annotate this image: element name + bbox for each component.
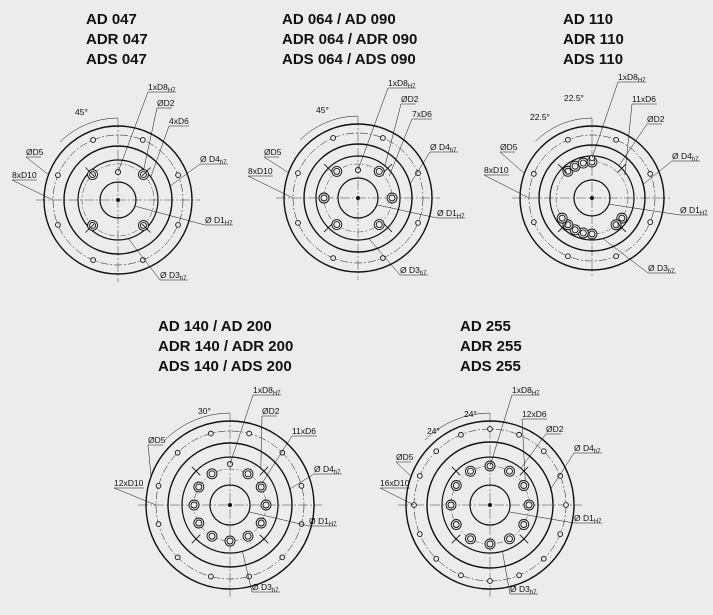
threaded-hole-outer xyxy=(446,500,456,510)
outer-bolt-hole xyxy=(280,555,285,560)
label-pin: $1xD8_{H7}$ xyxy=(388,78,416,90)
outer-bolt-hole xyxy=(140,138,145,143)
outer-bolt-hole xyxy=(434,556,439,561)
outer-bolt-hole xyxy=(541,556,546,561)
outer-bolt-hole xyxy=(459,432,464,437)
title-line: ADS 064 / ADS 090 xyxy=(282,51,416,68)
outer-bolt-hole xyxy=(417,474,422,479)
threaded-hole-outer xyxy=(611,220,621,230)
label-d5: ØD5 xyxy=(148,435,166,445)
outer-bolt-hole xyxy=(517,573,522,578)
outer-bolt-hole xyxy=(91,258,96,263)
threaded-hole-outer xyxy=(374,220,384,230)
center-point xyxy=(116,198,120,202)
title-line: ADS 140 / ADS 200 xyxy=(158,358,292,375)
label-threads: 7xD6 xyxy=(412,109,432,119)
threaded-hole-outer xyxy=(189,500,199,510)
label-d2: ØD2 xyxy=(262,406,280,416)
leader-line xyxy=(263,436,292,482)
threaded-hole-outer xyxy=(519,520,529,530)
label-d3: Ø $D3_{h7}$ xyxy=(160,270,187,282)
threaded-hole-outer xyxy=(207,531,217,541)
label-d2: ØD2 xyxy=(546,424,564,434)
outer-bolt-hole xyxy=(531,220,536,225)
title-line: AD 047 xyxy=(86,11,137,28)
flange-1-drawing xyxy=(12,82,233,282)
leader-line xyxy=(380,488,414,505)
center-point xyxy=(228,503,232,507)
title-line: ADS 110 xyxy=(563,51,624,68)
threaded-hole-outer xyxy=(256,482,266,492)
outer-bolt-hole xyxy=(417,532,422,537)
outer-bolt-hole xyxy=(488,579,493,584)
label-threads: 11xD6 xyxy=(632,94,656,104)
leader-line xyxy=(643,161,672,184)
title-line: AD 110 xyxy=(563,11,614,28)
outer-bolt-hole xyxy=(416,220,421,225)
leader-line xyxy=(261,416,262,468)
leader-line xyxy=(230,395,253,464)
threaded-hole-outer xyxy=(225,536,235,546)
label-d4: Ø $D4_{h7}$ xyxy=(200,154,227,166)
outer-bolt-hole xyxy=(614,254,619,259)
outer-bolt-hole xyxy=(380,136,385,141)
threaded-hole-outer xyxy=(466,466,476,476)
angle-dimension-arc xyxy=(300,116,358,140)
threaded-hole-outer xyxy=(387,193,397,203)
leader-line xyxy=(490,395,512,466)
angle-label-2: 22.5° xyxy=(564,93,584,103)
outer-bolt-hole xyxy=(296,171,301,176)
angle-label-2: 24° xyxy=(464,409,477,419)
outer-bolt-hole xyxy=(565,254,570,259)
title-line: ADS 047 xyxy=(86,51,147,68)
label-d5: ØD5 xyxy=(264,147,282,157)
leader-line xyxy=(148,445,151,476)
leader-line xyxy=(619,124,647,166)
outer-bolt-hole xyxy=(56,222,61,227)
threaded-hole-outer xyxy=(485,539,495,549)
label-pin: $1xD8_{H7}$ xyxy=(618,72,646,84)
label-d4: Ø $D4_{h7}$ xyxy=(672,151,699,163)
threaded-hole-outer xyxy=(332,166,342,176)
label-d1: Ø $D1_{H7}$ xyxy=(574,513,602,525)
threaded-hole-outer xyxy=(194,518,204,528)
title-line: AD 255 xyxy=(460,318,511,335)
outer-bolt-hole xyxy=(331,256,336,261)
angle-dimension-arc xyxy=(165,413,230,440)
outer-bolt-hole xyxy=(175,555,180,560)
threaded-hole-outer xyxy=(319,193,329,203)
label-d1: Ø $D1_{H7}$ xyxy=(437,208,465,220)
threaded-hole-outer xyxy=(243,531,253,541)
outer-bolt-hole xyxy=(648,171,653,176)
outer-bolt-hole xyxy=(459,573,464,578)
label-d5: ØD5 xyxy=(396,452,414,462)
outer-bolt-hole xyxy=(564,503,569,508)
outer-bolt-hole xyxy=(56,173,61,178)
label-outer: 8xD10 xyxy=(12,170,37,180)
threaded-hole-outer xyxy=(505,466,515,476)
outer-bolt-hole xyxy=(517,432,522,437)
label-outer: 16xD10 xyxy=(380,478,410,488)
title-line: AD 064 / AD 090 xyxy=(282,11,396,28)
outer-bolt-hole xyxy=(176,173,181,178)
angle-label: 30° xyxy=(198,406,211,416)
outer-bolt-hole xyxy=(558,532,563,537)
outer-bolt-hole xyxy=(247,574,252,579)
leader-line xyxy=(389,119,412,176)
label-d1: Ø $D1_{H7}$ xyxy=(309,516,337,528)
title-line: ADR 255 xyxy=(460,338,522,355)
threaded-hole-outer xyxy=(243,469,253,479)
label-pin: $1xD8_{H7}$ xyxy=(148,82,176,94)
label-outer: 8xD10 xyxy=(484,165,509,175)
label-threads: 12xD6 xyxy=(522,409,547,419)
label-pin: $1xD8_{H7}$ xyxy=(512,385,540,397)
threaded-hole-outer xyxy=(194,482,204,492)
angle-label: 22.5° xyxy=(530,112,550,122)
outer-bolt-hole xyxy=(488,427,493,432)
leader-line xyxy=(625,104,632,175)
threaded-hole-outer xyxy=(374,166,384,176)
label-d1: Ø $D1_{H7}$ xyxy=(205,215,233,227)
threaded-hole-outer xyxy=(557,213,567,223)
outer-bolt-hole xyxy=(541,449,546,454)
leader-line xyxy=(369,239,400,275)
label-d4: Ø $D4_{h7}$ xyxy=(574,443,601,455)
threaded-hole-outer xyxy=(524,500,534,510)
leader-line xyxy=(118,92,148,172)
leader-line xyxy=(128,239,160,280)
label-d2: ØD2 xyxy=(647,114,665,124)
threaded-hole-outer xyxy=(332,220,342,230)
outer-bolt-hole xyxy=(299,483,304,488)
outer-bolt-hole xyxy=(380,256,385,261)
label-pin: $1xD8_{H7}$ xyxy=(253,385,281,397)
label-d4: Ø $D4_{h7}$ xyxy=(314,464,341,476)
label-d3: Ø $D3_{h7}$ xyxy=(510,584,537,596)
label-d3: Ø $D3_{h7}$ xyxy=(648,263,675,275)
angle-label: 45° xyxy=(316,105,329,115)
title-line: AD 140 / AD 200 xyxy=(158,318,272,335)
outer-bolt-hole xyxy=(648,220,653,225)
label-d5: ØD5 xyxy=(500,142,518,152)
center-point xyxy=(590,196,594,200)
angle-label: 45° xyxy=(75,107,88,117)
outer-bolt-hole xyxy=(531,171,536,176)
leader-line xyxy=(114,488,156,505)
leader-line xyxy=(151,126,169,177)
center-point xyxy=(488,503,492,507)
threaded-hole-outer xyxy=(505,534,515,544)
label-threads: 11xD6 xyxy=(292,426,316,436)
outer-bolt-hole xyxy=(247,431,252,436)
threaded-hole-outer xyxy=(451,520,461,530)
flange-5-drawing xyxy=(380,385,602,597)
label-outer: 8xD10 xyxy=(248,166,273,176)
flange-3-drawing xyxy=(484,72,708,278)
leader-line xyxy=(242,551,252,592)
outer-bolt-hole xyxy=(208,431,213,436)
label-d3: Ø $D3_{h7}$ xyxy=(252,582,279,594)
outer-bolt-hole xyxy=(434,449,439,454)
threaded-hole-outer xyxy=(256,518,266,528)
title-line: ADS 255 xyxy=(460,358,521,375)
label-outer: 12xD10 xyxy=(114,478,144,488)
threaded-hole-outer xyxy=(207,469,217,479)
label-d2: ØD2 xyxy=(157,98,175,108)
threaded-hole-outer xyxy=(451,481,461,491)
outer-bolt-hole xyxy=(614,137,619,142)
leader-line xyxy=(396,462,411,476)
label-d5: ØD5 xyxy=(26,147,44,157)
label-d3: Ø $D3_{h7}$ xyxy=(400,265,427,277)
outer-bolt-hole xyxy=(208,574,213,579)
outer-bolt-hole xyxy=(331,136,336,141)
threaded-hole-outer xyxy=(519,481,529,491)
outer-bolt-hole xyxy=(156,522,161,527)
outer-bolt-hole xyxy=(156,483,161,488)
angle-dimension-arc xyxy=(60,118,118,142)
label-d4: Ø $D4_{h7}$ xyxy=(430,142,457,154)
title-line: ADR 110 xyxy=(563,31,624,48)
leader-line xyxy=(12,180,53,200)
flange-2-drawing xyxy=(248,78,465,280)
label-threads: 4xD6 xyxy=(169,116,189,126)
label-d1: Ø $D1_{H7}$ xyxy=(680,205,708,217)
title-line: ADR 140 / ADR 200 xyxy=(158,338,294,355)
leader-line xyxy=(509,512,574,523)
angle-label: 24° xyxy=(427,426,440,436)
outer-bolt-hole xyxy=(565,137,570,142)
outer-bolt-hole xyxy=(176,222,181,227)
outer-bolt-hole xyxy=(175,450,180,455)
flange-4-drawing xyxy=(114,385,342,597)
title-line: ADR 047 xyxy=(86,31,148,48)
label-d2: ØD2 xyxy=(401,94,419,104)
outer-bolt-hole xyxy=(296,220,301,225)
title-line: ADR 064 / ADR 090 xyxy=(282,31,418,48)
threaded-hole-outer xyxy=(466,534,476,544)
threaded-hole-outer xyxy=(261,500,271,510)
outer-bolt-hole xyxy=(91,138,96,143)
leader-line xyxy=(377,205,437,218)
center-point xyxy=(356,196,360,200)
